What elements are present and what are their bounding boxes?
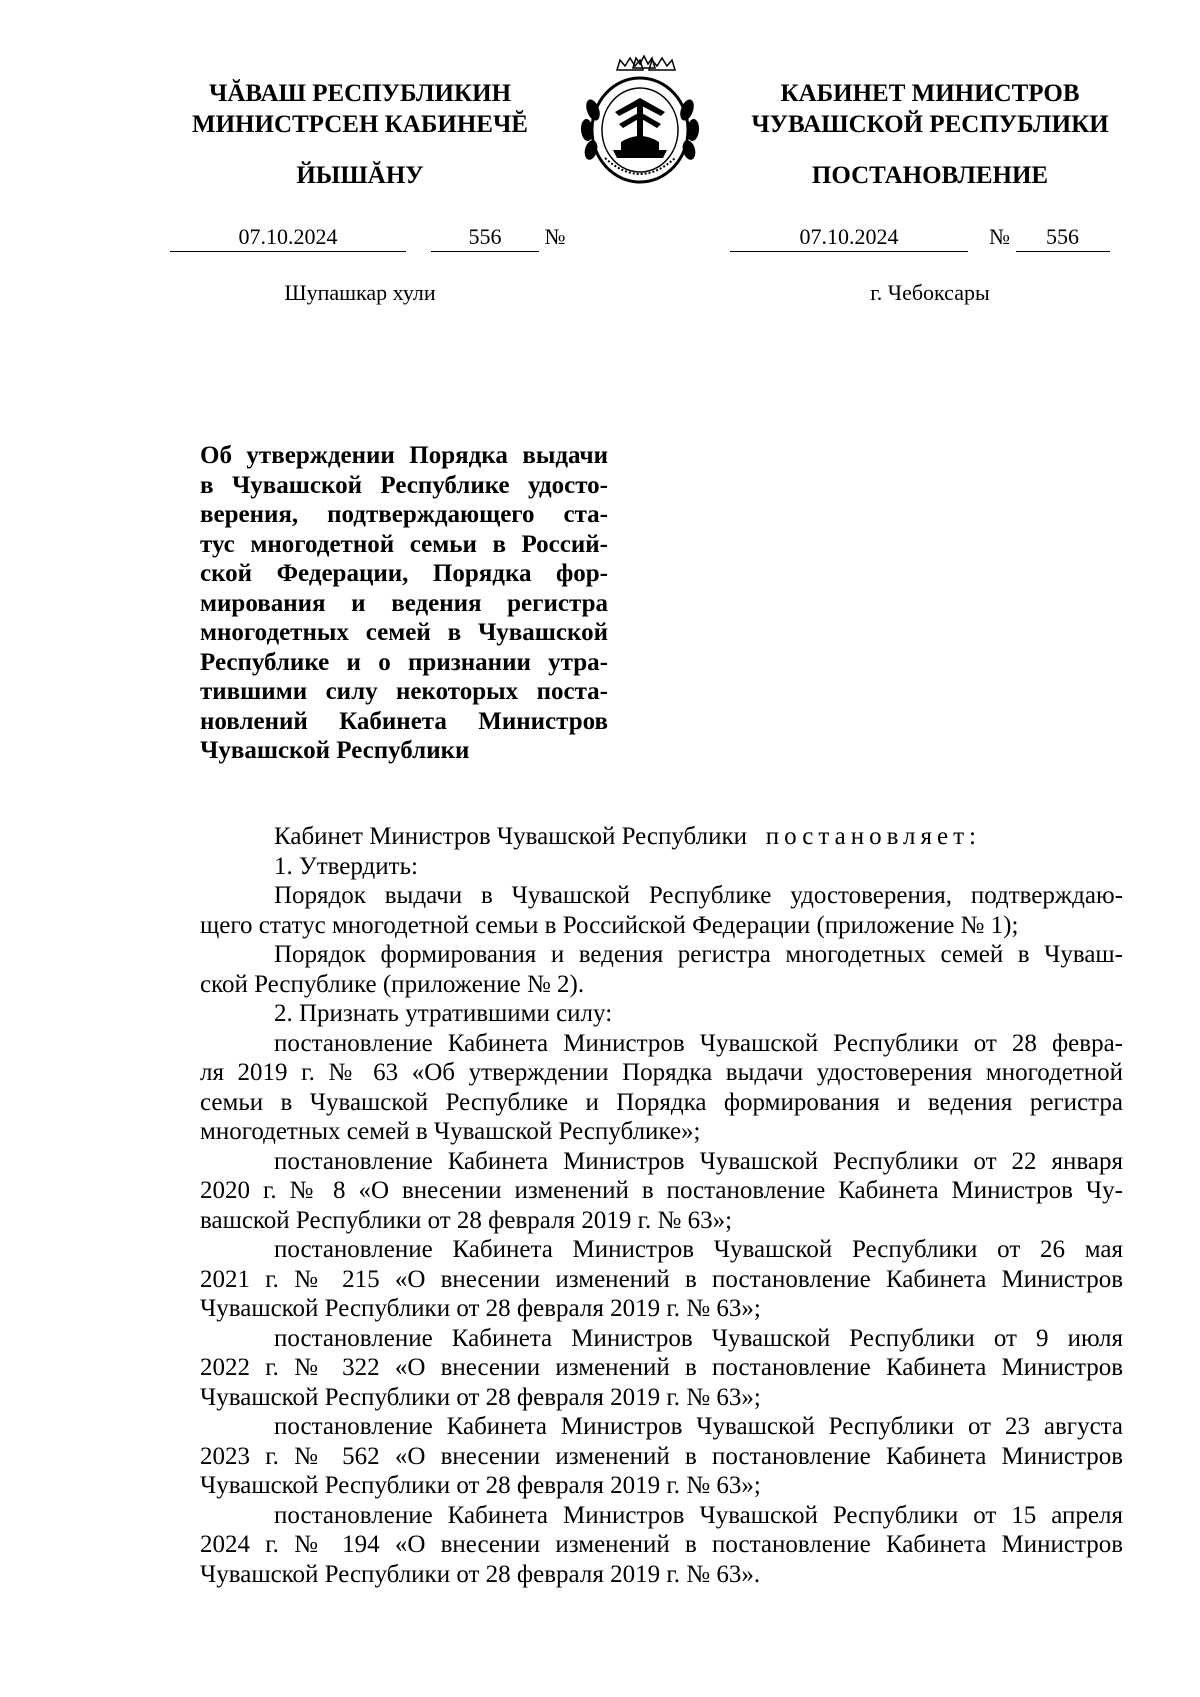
body-line: Чувашской Республики от 28 февраля 2019 г. № 63»; [200,1472,761,1499]
body-line: Порядок формирования и ведения регистра многодетных семей в Чуваш- [274,941,1123,968]
body-line: 2023 г. № 562 «О внесении изменений в постановление Кабинета Министров [200,1442,1123,1470]
body-line: многодетных семей в Чувашской Республике»; [200,1118,701,1145]
number-line-right [730,224,1110,254]
number-sign-left: № [544,224,566,249]
title-line: в Чувашской Республике удосто- [200,471,608,499]
chuvash-emblem-icon [565,50,715,190]
body-line: семьи в Чувашской Республике и Порядка формирования и ведения регистра [200,1088,1123,1116]
body-line: вашской Республики от 28 февраля 2019 г. № 63»; [200,1206,733,1234]
number-line-left [170,224,566,254]
date-left: 07.10.2024 [170,224,406,252]
title-line: Республике и о признании утра- [200,648,608,676]
body-line: 1. Утвердить: [274,852,418,880]
body-line: щего статус многодетной семьи в Российской Федерации (приложение № 1); [200,911,1019,939]
document-title [200,441,608,766]
title-line: Об утверждении Порядка выдачи [200,442,608,469]
title-line: ской Федерации, Порядка фор- [200,560,608,587]
body-line: постановление Кабинета Министров Чувашской Республики от 26 мая [274,1236,1123,1263]
body-line: постановление Кабинета Министров Чувашской Республики от 22 января [274,1147,1123,1175]
title-line: тус многодетной семьи в Россий- [200,530,608,558]
title-line: новлений Кабинета Министров [200,707,608,735]
intro-paragraph [200,822,1123,852]
number-right: 556 [1016,224,1110,252]
title-line: тившими силу некоторых поста- [200,678,608,705]
body-line: постановление Кабинета Министров Чувашской Республики от 15 апреля [274,1501,1123,1529]
intro-text: Кабинет Министров Чувашской Республики [274,823,748,850]
title-line: многодетных семей в Чувашской [200,619,608,646]
body-line: ля 2019 г. № 63 «Об утверждении Порядка выдачи удостоверения многодетной [200,1059,1123,1086]
body-line: Порядок выдачи в Чувашской Республике удостоверения, подтверждаю- [274,882,1123,909]
header-left [160,78,560,140]
body-line: постановление Кабинета Министров Чувашской Республики от 28 февра- [274,1029,1123,1057]
header-left-line2: МИНИСТРСЕН КАБИНЕЧĔ [192,111,528,138]
body-line: 2020 г. № 8 «О внесении изменений в постановление Кабинета Министров Чу- [200,1177,1123,1204]
date-right: 07.10.2024 [730,224,968,252]
header-left-line1: ЧĂВАШ РЕСПУБЛИКИН [208,80,512,107]
body-line: 2021 г. № 215 «О внесении изменений в постановление Кабинета Министров [200,1265,1123,1293]
city-left: Шупашкар хули [284,280,436,305]
header-right-line1: КАБИНЕТ МИНИСТРОВ [780,80,1080,107]
body-line: Чувашской Республики от 28 февраля 2019 г. № 63». [200,1560,761,1588]
body-line: постановление Кабинета Министров Чувашской Республики от 23 августа [274,1413,1123,1440]
title-line: Чувашской Республики [200,737,470,764]
body-line: 2022 г. № 322 «О внесении изменений в постановление Кабинета Министров [200,1354,1123,1381]
body-line: Чувашской Республики от 28 февраля 2019 г. № 63»; [200,1295,761,1322]
city-right: г. Чебоксары [870,280,990,305]
intro-spaced: постановляет: [765,823,982,850]
body-line: ской Республике (приложение № 2). [200,970,585,998]
number-left: 556 [431,224,539,252]
doc-type-left: ЙЫШĂНУ [296,162,424,189]
title-line: верения, подтверждающего ста- [200,501,608,528]
title-line: мирования и ведения регистра [200,589,608,617]
body-line: постановление Кабинета Министров Чувашской Республики от 9 июля [274,1324,1123,1352]
body-line: Чувашской Республики от 28 февраля 2019 г. № 63»; [200,1383,761,1411]
number-sign-right: № [989,224,1010,249]
document-body [200,822,1123,1589]
header-right [730,78,1130,140]
body-line: 2024 г. № 194 «О внесении изменений в постановление Кабинета Министров [200,1531,1123,1558]
body-line: 2. Признать утратившими силу: [274,1000,613,1027]
doc-type-right: ПОСТАНОВЛЕНИЕ [811,162,1049,189]
header-right-line2: ЧУВАШСКОЙ РЕСПУБЛИКИ [751,111,1109,138]
